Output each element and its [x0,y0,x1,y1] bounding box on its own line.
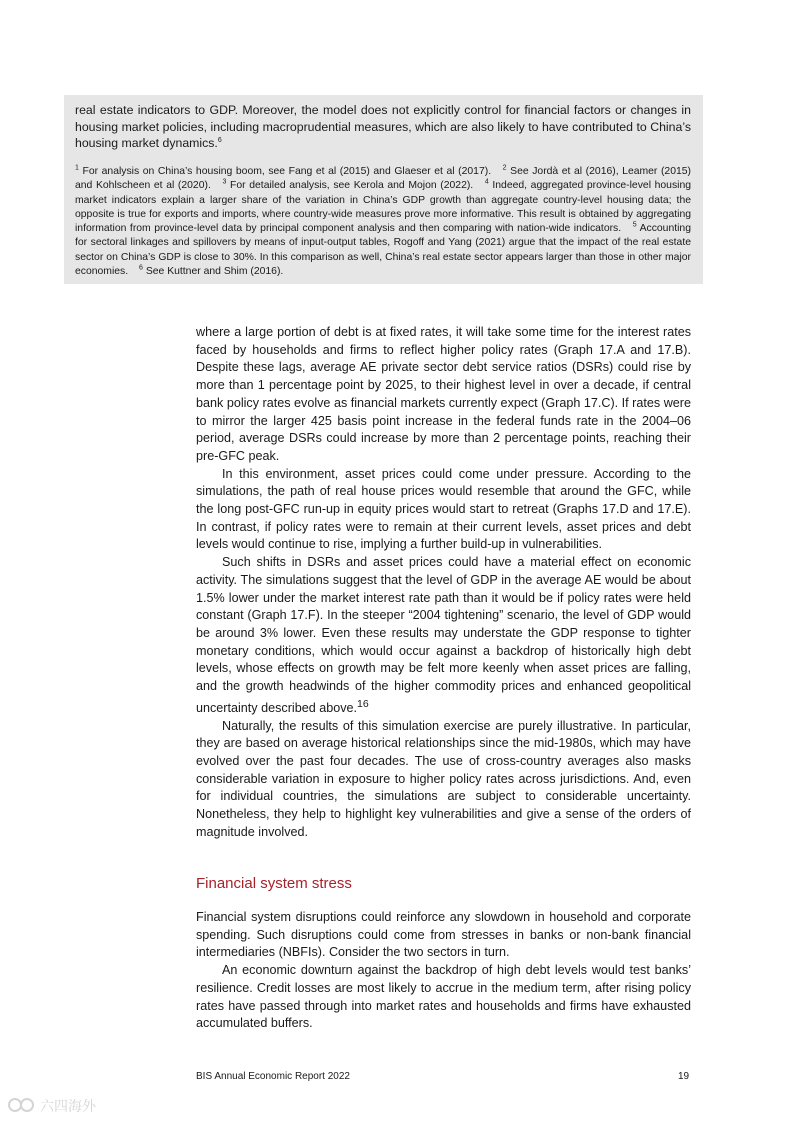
footnote-ref: 16 [357,697,369,710]
watermark [6,1094,106,1116]
paragraph: Such shifts in DSRs and asset prices could have a material effect on economic activity. The simulations suggest that the level of GDP in the average AE would be about 1.5% lower under the market interest rate path than it would be if policy rates were held constant (Graph 17.F). In the steeper “2004 tightening” scenario, the level of GDP would be around 3% lower. Even these results may understate the GDP response to tighter monetary conditions, which would occur against a backdrop of historically high debt levels, whose effects on growth may be felt more keenly when asset prices are falling, and the growth headwinds of the higher commodity prices and enhanced geopolitical uncertainty described above.$^{16}$ [196,555,691,715]
paragraph: where a large portion of debt is at fixed rates, it will take some time for the interest rates faced by households and firms to reflect higher policy rates (Graph 17.A and 17.B). Despite these lags, average AE private sector debt service ratios (DSRs) could rise by more than 1 percentage point by 2025, to their highest level in over a decade, if central bank policy rates evolve as financial markets currently expect (Graph 17.C). If rates were to mirror the larger 425 basis point increase in the federal funds rate in the 2004–06 period, average DSRs could increase by more than 2 percentage points, reaching their pre-GFC peak. [196,325,691,463]
paragraph: Financial system disruptions could reinforce any slowdown in household and corporate spending. Such disruptions could come from stresses in banks or non-bank financial intermediaries (NBFIs). Consider the two sectors in turn. [196,910,691,960]
watermark-text: 六四海外 [40,1099,96,1115]
section-heading: Financial system stress [196,875,352,892]
footnote: $^3$ For detailed analysis, see Kerola and Mojon (2022). [222,178,474,192]
footnote: $^6$ See Kuttner and Shim (2016). [139,264,284,278]
main-text [196,324,691,842]
paragraph: An economic downturn against the backdrop of high debt levels would test banks’ resilience. Credit losses are most likely to accrue in the medium term, after rising policy rates have passed through into market rates and households and firms have exhausted accumulated buffers. [196,963,691,1031]
footnote: $^4$ Indeed, aggregated province-level housing market indicators explain a larger share of the variation in China’s GDP growth than aggregate country-level housing data; the opposite is true for exports and imports, where country-wide measures prove more informative. This result is obtained by aggregating information from province-level data by principal component analysis and then comparing with nation-wide indicators. [75,178,692,235]
footnote: $^2$ See Jordà et al (2016), Leamer (2015) and Kohlscheen et al (2020). [75,164,692,192]
paragraph: Naturally, the results of this simulation exercise are purely illustrative. In particular, they are based on average historical relationships since the mid-1980s, which may have evolved over the past four decades. The use of cross-country averages also masks considerable variation in exposure to higher policy rates across jurisdictions. And, even for individual countries, the simulations are subject to considerable uncertainty. Nonetheless, they help to highlight key vulnerabilities and give a sense of the orders of magnitude involved. [196,718,691,839]
footnote: $^1$ For analysis on China’s housing boom, see Fang et al (2015) and Glaeser et al (2017). [75,164,492,177]
paragraph: In this environment, asset prices could come under pressure. According to the simulations, the path of real house prices would resemble that around the GFC, while the long post-GFC run-up in equity prices would start to retreat (Graphs 17.D and 17.E). In contrast, if policy rates were to remain at their current levels, asset prices and debt levels would continue to rise, implying a further build-up in vulnerabilities. [196,466,691,552]
section-text [196,909,691,1033]
box-footnotes [75,165,691,279]
page-number: 19 [678,1071,690,1082]
watermark-logo-icon [6,1096,36,1114]
footnote: $^5$ Accounting for sectoral linkages and spillovers by means of input-output tables, Rogoff and Yang (2021) argue that the impact of the real estate sector on China’s GDP is close to 30%. In this comparison as well, China’s real estate sector appears larger than those in other major economies. [75,221,691,278]
footer-report-title: BIS Annual Economic Report 2022 [196,1071,350,1082]
box-paragraph: real estate indicators to GDP. Moreover, the model does not explicitly control for financial factors or changes in housing market policies, including macroprudential measures, which are also likely to have contributed to China’s housing market dynamics.$^6$ [75,103,691,151]
footnote-ref: 6 [217,137,222,145]
